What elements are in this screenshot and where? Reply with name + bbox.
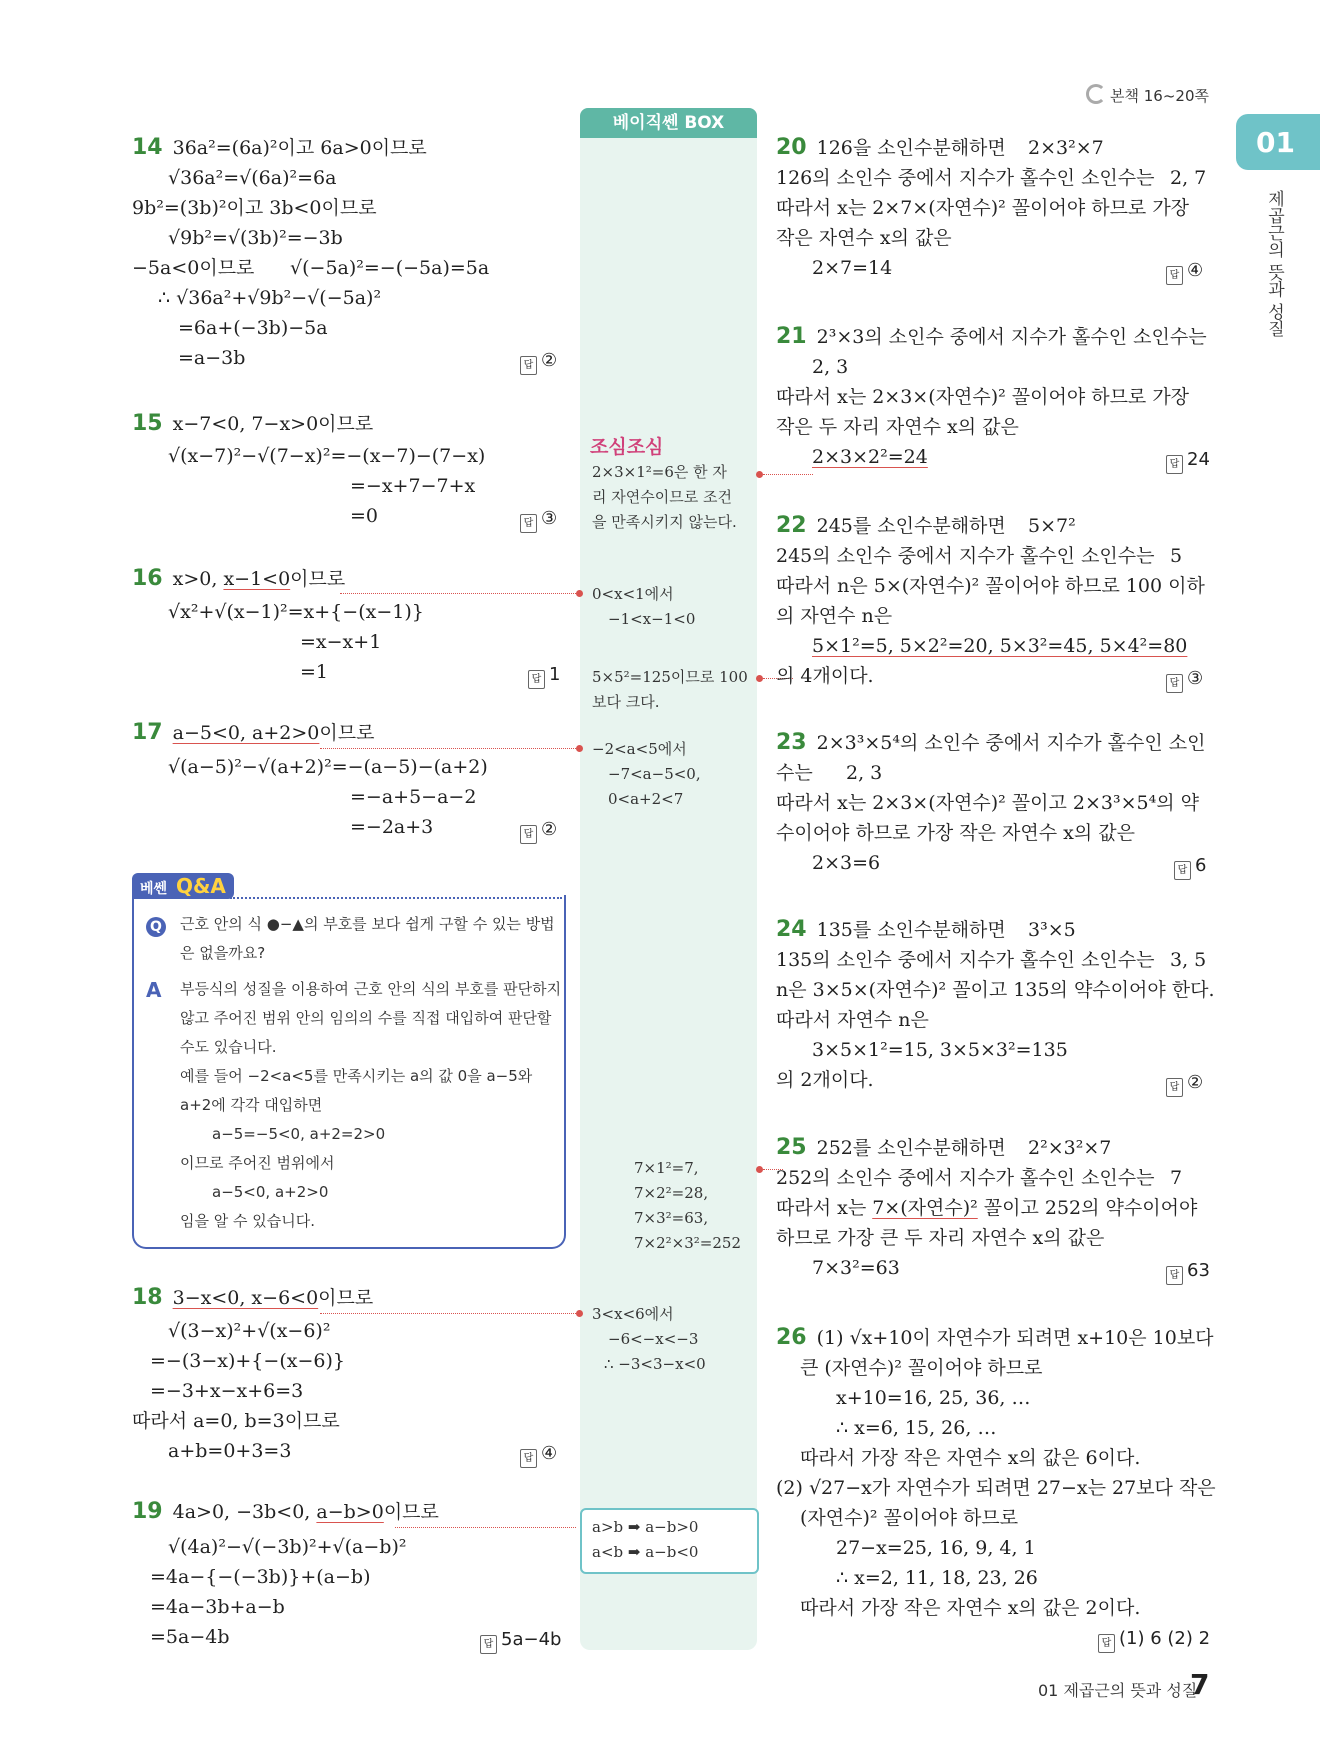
problem-26-line7: (자연수)² 꼴이어야 하므로 xyxy=(800,1507,1019,1529)
problem-18-line5: 따라서 a=0, b=3이므로 xyxy=(132,1410,340,1432)
problem-22-line4: 의 자연수 n은 xyxy=(776,605,893,627)
problem-24-line1b: 3³×5 xyxy=(1028,919,1076,941)
connector-18 xyxy=(320,1313,576,1314)
answer-icon: 답 xyxy=(520,825,537,844)
problem-16-answer: 답 1 xyxy=(528,664,560,689)
problem-15-line2: √(x−7)²−√(7−x)²=−(x−7)−(7−x) xyxy=(168,445,486,467)
problem-14-line3: 9b²=(3b)²이고 3b<0이므로 xyxy=(132,197,377,219)
problem-21-line2: 2, 3 xyxy=(812,356,849,378)
connector-dot-16 xyxy=(576,590,583,597)
problem-20-line4: 작은 자연수 x의 값은 xyxy=(776,227,952,249)
problem-18-line6: a+b=0+3=3 xyxy=(168,1440,292,1462)
problem-14-answer: 답 ② xyxy=(520,350,557,375)
problem-25-line2a: 252의 소인수 중에서 지수가 홀수인 소인수는 xyxy=(776,1167,1155,1189)
connector-dot-18 xyxy=(576,1310,583,1317)
connector-dot-22 xyxy=(756,675,763,682)
caution-line1: 2×3×1²=6은 한 자 xyxy=(592,463,727,481)
answer-icon: 답 xyxy=(1166,266,1183,285)
chapter-number: 01 xyxy=(1256,126,1295,159)
problem-24-line2b: 3, 5 xyxy=(1170,949,1207,971)
problem-23-line2b: 2, 3 xyxy=(846,762,883,784)
book-ref: 본책 16~20쪽 xyxy=(1086,84,1209,106)
problem-16-line4: =1 xyxy=(300,661,329,683)
qa-a-mark: A xyxy=(146,978,162,1002)
note-17c: 0<a+2<7 xyxy=(608,790,684,808)
note-25b: 7×2²=28, xyxy=(634,1184,709,1202)
answer-icon: 답 xyxy=(1098,1634,1115,1653)
answer-icon: 답 xyxy=(520,356,537,375)
problem-20-line1: 20 126을 소인수분해하면 xyxy=(776,135,1006,160)
qa-answer-3: 수도 있습니다. xyxy=(180,1038,277,1056)
problem-24-answer: 답 ② xyxy=(1166,1072,1203,1097)
problem-23-line1: 23 2×3³×5⁴의 소인수 중에서 지수가 홀수인 소인 xyxy=(776,730,1206,755)
connector-dot-21 xyxy=(756,471,763,478)
qa-q-mark: Q xyxy=(146,912,166,941)
problem-15-answer: 답 ③ xyxy=(520,508,557,533)
problem-18-line3: =−(3−x)+{−(x−6)} xyxy=(150,1350,345,1372)
answer-icon: 답 xyxy=(1174,861,1191,880)
problem-25-line5: 7×3²=63 xyxy=(812,1257,900,1279)
problem-22-line1b: 5×7² xyxy=(1028,515,1076,537)
connector-16 xyxy=(340,593,576,594)
problem-18-line1: 18 3−x<0, x−6<0이므로 xyxy=(132,1285,374,1310)
connector-dot-25 xyxy=(756,1166,763,1173)
problem-20-line2b: 2, 7 xyxy=(1170,167,1207,189)
problem-22-line2b: 5 xyxy=(1170,545,1183,567)
connector-17 xyxy=(320,748,576,749)
problem-23-line3: 따라서 x는 2×3×(자연수)² 꼴이고 2×3³×5⁴의 약 xyxy=(776,792,1199,814)
problem-26-line9: ∴ x=2, 11, 18, 23, 26 xyxy=(836,1567,1038,1589)
note-22a: 5×5²=125이므로 100 xyxy=(592,668,748,686)
connector-21 xyxy=(763,474,813,475)
problem-17-line2: √(a−5)²−√(a+2)²=−(a−5)−(a+2) xyxy=(168,756,488,778)
answer-icon: 답 xyxy=(520,514,537,533)
problem-22-answer: 답 ③ xyxy=(1166,668,1203,693)
problem-24-line6: 의 2개이다. xyxy=(776,1069,874,1091)
qa-answer-6: a−5=−5<0, a+2=2>0 xyxy=(212,1125,386,1143)
qa-answer-5: a+2에 각각 대입하면 xyxy=(180,1096,323,1114)
problem-26-line6: (2) √27−x가 자연수가 되려면 27−x는 27보다 작은 xyxy=(776,1477,1216,1499)
problem-25-line2b: 7 xyxy=(1170,1167,1183,1189)
problem-22-line2a: 245의 소인수 중에서 지수가 홀수인 소인수는 xyxy=(776,545,1155,567)
problem-20-answer: 답 ④ xyxy=(1166,260,1203,285)
problem-20-line1b: 2×3²×7 xyxy=(1028,137,1104,159)
answer-icon: 답 xyxy=(1166,455,1183,474)
problem-19-line4: =4a−3b+a−b xyxy=(150,1596,285,1618)
problem-26-line5: 따라서 가장 작은 자연수 x의 값은 6이다. xyxy=(800,1447,1141,1469)
problem-22-line6: 의 4개이다. xyxy=(776,665,874,687)
problem-25-answer: 답 63 xyxy=(1166,1260,1210,1285)
problem-14-line1: 14 36a²=(6a)²이고 6a>0이므로 xyxy=(132,135,427,160)
problem-14-line5a: −5a<0이므로 xyxy=(132,257,255,279)
problem-20-line2a: 126의 소인수 중에서 지수가 홀수인 소인수는 xyxy=(776,167,1155,189)
qa-question-2: 은 없을까요? xyxy=(180,944,266,962)
problem-16-line3: =x−x+1 xyxy=(300,631,382,653)
problem-19-line3: =4a−{−(−3b)}+(a−b) xyxy=(150,1566,371,1588)
problem-26-line8: 27−x=25, 16, 9, 4, 1 xyxy=(836,1537,1036,1559)
qa-badge: 베쎈 Q&A xyxy=(132,873,234,899)
qa-answer-9: 임을 알 수 있습니다. xyxy=(180,1212,315,1230)
problem-26-line1: 26 (1) √x+10이 자연수가 되려면 x+10은 10보다 xyxy=(776,1325,1214,1350)
problem-24-line3: n은 3×5×(자연수)² 꼴이고 135의 약수이어야 한다. xyxy=(776,979,1215,1001)
note-22b: 보다 크다. xyxy=(592,693,660,711)
note-25d: 7×2²×3²=252 xyxy=(634,1234,741,1252)
note-18b: −6<−x<−3 xyxy=(608,1330,699,1348)
problem-26-line4: ∴ x=6, 15, 26, … xyxy=(836,1417,997,1439)
problem-25-line1b: 2²×3²×7 xyxy=(1028,1137,1112,1159)
problem-17-line4: =−2a+3 xyxy=(350,816,434,838)
problem-17-line1: 17 a−5<0, a+2>0이므로 xyxy=(132,720,375,745)
problem-14-line8: =a−3b xyxy=(178,347,246,369)
middle-box-title: 베이직쎈 BOX xyxy=(580,108,757,138)
problem-15-line1: 15 x−7<0, 7−x>0이므로 xyxy=(132,411,374,436)
answer-icon: 답 xyxy=(520,1449,537,1468)
chapter-title-vertical: 제곱근의 뜻과 성질 xyxy=(1264,190,1284,337)
note-25a: 7×1²=7, xyxy=(634,1159,699,1177)
answer-icon: 답 xyxy=(1166,1078,1183,1097)
problem-24-line4: 따라서 자연수 n은 xyxy=(776,1009,929,1031)
connector-19 xyxy=(395,1527,576,1528)
problem-14-line2: √36a²=√(6a)²=6a xyxy=(168,167,337,189)
problem-21-line1: 21 2³×3의 소인수 중에서 지수가 홀수인 소인수는 xyxy=(776,324,1207,349)
problem-23-answer: 답 6 xyxy=(1174,855,1206,880)
problem-20-line3: 따라서 x는 2×7×(자연수)² 꼴이어야 하므로 가장 xyxy=(776,197,1190,219)
problem-25-line1: 25 252를 소인수분해하면 xyxy=(776,1135,1006,1160)
problem-19-line2: √(4a)²−√(−3b)²+√(a−b)² xyxy=(168,1536,407,1558)
problem-19-line1: 19 4a>0, −3b<0, a−b>0이므로 xyxy=(132,1499,439,1524)
problem-23-line5: 2×3=6 xyxy=(812,852,881,874)
qa-answer-2: 않고 주어진 범위 안의 임의의 수를 직접 대입하여 판단할 xyxy=(180,1009,552,1027)
problem-19-answer: 답 5a−4b xyxy=(480,1629,561,1654)
answer-icon: 답 xyxy=(1166,674,1183,693)
note-17b: −7<a−5<0, xyxy=(608,765,701,783)
problem-21-line3: 따라서 x는 2×3×(자연수)² 꼴이어야 하므로 가장 xyxy=(776,386,1190,408)
problem-18-line2: √(3−x)²+√(x−6)² xyxy=(168,1320,331,1342)
note-18c: ∴ −3<3−x<0 xyxy=(604,1355,706,1373)
problem-21-line4: 작은 두 자리 자연수 x의 값은 xyxy=(776,416,1019,438)
problem-24-line5: 3×5×1²=15, 3×5×3²=135 xyxy=(812,1039,1068,1061)
problem-25-line3: 따라서 x는 7×(자연수)² 꼴이고 252의 약수이어야 xyxy=(776,1197,1198,1219)
note-16b: −1<x−1<0 xyxy=(608,610,696,628)
problem-26-line10: 따라서 가장 작은 자연수 x의 값은 2이다. xyxy=(800,1597,1141,1619)
problem-14-line6: ∴ √36a²+√9b²−√(−5a)² xyxy=(158,287,382,309)
problem-24-line1: 24 135를 소인수분해하면 xyxy=(776,917,1006,942)
problem-14-line5b: √(−5a)²=−(−5a)=5a xyxy=(290,257,490,279)
problem-23-line4: 수이어야 하므로 가장 작은 자연수 x의 값은 xyxy=(776,822,1135,844)
answer-icon: 답 xyxy=(480,1635,497,1654)
answer-icon: 답 xyxy=(1166,1266,1183,1285)
note-19b: a<b ➡ a−b<0 xyxy=(592,1543,699,1561)
problem-19-line5: =5a−4b xyxy=(150,1626,230,1648)
problem-24-line2a: 135의 소인수 중에서 지수가 홀수인 소인수는 xyxy=(776,949,1155,971)
caution-title: 조심조심 xyxy=(590,436,664,458)
qa-answer-4: 예를 들어 −2<a<5를 만족시키는 a의 값 0을 a−5와 xyxy=(180,1067,533,1085)
problem-25-line4: 하므로 가장 큰 두 자리 자연수 x의 값은 xyxy=(776,1227,1105,1249)
note-25c: 7×3²=63, xyxy=(634,1209,709,1227)
refresh-icon xyxy=(1086,84,1106,104)
problem-18-line4: =−3+x−x+6=3 xyxy=(150,1380,304,1402)
problem-15-line3: =−x+7−7+x xyxy=(350,475,476,497)
caution-line3: 을 만족시키지 않는다. xyxy=(592,513,737,531)
qa-answer-7: 이므로 주어진 범위에서 xyxy=(180,1154,335,1172)
problem-16-line2: √x²+√(x−1)²=x+{−(x−1)} xyxy=(168,601,424,623)
problem-26-answer: 답 (1) 6 (2) 2 xyxy=(1098,1628,1210,1653)
problem-14-line4: √9b²=√(3b)²=−3b xyxy=(168,227,343,249)
note-17a: −2<a<5에서 xyxy=(592,740,687,758)
qa-question-1: 근호 안의 식 ●−▲의 부호를 보다 쉽게 구할 수 있는 방법 xyxy=(180,915,555,933)
problem-16-line1: 16 x>0, x−1<0이므로 xyxy=(132,566,346,591)
caution-line2: 리 자연수이므로 조건 xyxy=(592,488,732,506)
page-number: 7 xyxy=(1190,1668,1210,1701)
note-16a: 0<x<1에서 xyxy=(592,585,674,603)
problem-22-line3: 따라서 n은 5×(자연수)² 꼴이어야 하므로 100 이하 xyxy=(776,575,1205,597)
problem-23-line2a: 수는 xyxy=(776,762,813,784)
chapter-tab xyxy=(1236,114,1320,170)
note-19a: a>b ➡ a−b>0 xyxy=(592,1518,699,1536)
problem-26-line2: 큰 (자연수)² 꼴이어야 하므로 xyxy=(800,1357,1043,1379)
problem-22-line5: 5×1²=5, 5×2²=20, 5×3²=45, 5×4²=80 xyxy=(812,635,1188,657)
problem-21-answer: 답 24 xyxy=(1166,449,1210,474)
qa-answer-8: a−5<0, a+2>0 xyxy=(212,1183,329,1201)
problem-14-line7: =6a+(−3b)−5a xyxy=(178,317,328,339)
answer-icon: 답 xyxy=(528,670,545,689)
problem-17-line3: =−a+5−a−2 xyxy=(350,786,477,808)
problem-21-line5: 2×3×2²=24 xyxy=(812,446,928,468)
note-18a: 3<x<6에서 xyxy=(592,1305,674,1323)
qa-answer-1: 부등식의 성질을 이용하여 근호 안의 식의 부호를 판단하지 xyxy=(180,980,562,998)
problem-20-line5: 2×7=14 xyxy=(812,257,893,279)
middle-box-column xyxy=(580,120,757,1650)
problem-18-answer: 답 ④ xyxy=(520,1443,557,1468)
problem-15-line4: =0 xyxy=(350,505,379,527)
problem-22-line1: 22 245를 소인수분해하면 xyxy=(776,513,1006,538)
problem-26-line3: x+10=16, 25, 36, … xyxy=(836,1387,1031,1409)
footer-chapter-label: 01 제곱근의 뜻과 성질 xyxy=(1038,1681,1198,1700)
connector-dot-17 xyxy=(576,745,583,752)
problem-17-answer: 답 ② xyxy=(520,819,557,844)
